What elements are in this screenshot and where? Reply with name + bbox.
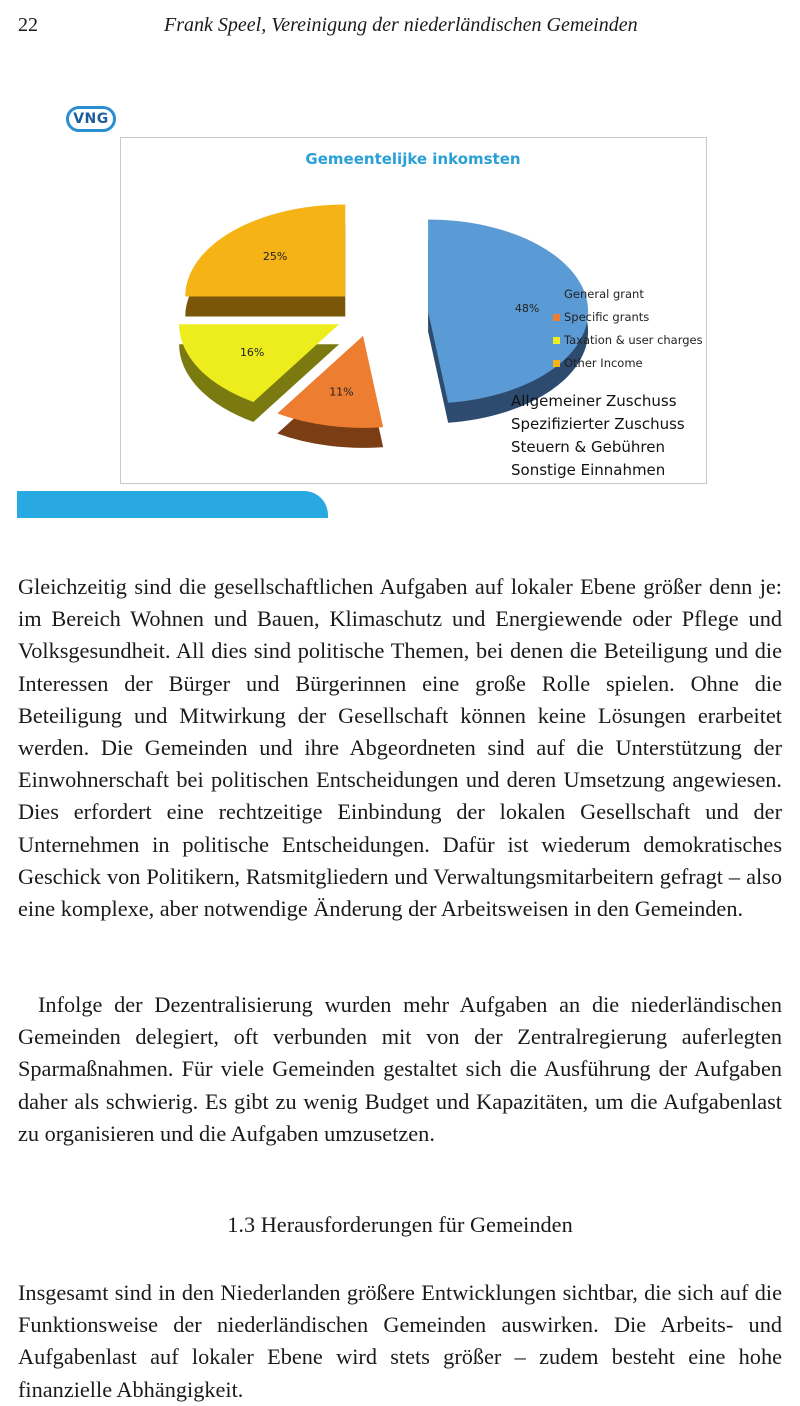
pie-value-label-0: 48%	[514, 301, 540, 315]
legend-label-2: Taxation & user charges	[564, 333, 703, 347]
decorative-blue-bar	[17, 491, 328, 518]
pie-chart-figure	[120, 137, 707, 484]
german-legend-label-2: Steuern & Gebühren	[511, 438, 665, 456]
running-title: Frank Speel, Vereinigung der niederländischen Gemeinden	[164, 14, 638, 36]
paragraph-3	[18, 1277, 782, 1406]
german-legend-label-3: Sonstige Einnahmen	[511, 461, 666, 479]
pie-chart	[121, 138, 706, 483]
legend-swatch-3	[553, 360, 560, 367]
legend-swatch-0	[553, 291, 560, 298]
section-heading: 1.3 Herausforderungen für Gemeinden	[227, 1212, 573, 1237]
chart-title: Gemeentelijke inkomsten	[305, 150, 521, 168]
legend-swatch-1	[553, 314, 560, 321]
legend-label-3: Other Income	[564, 356, 643, 370]
paragraph-2-text: Infolge der Dezentralisierung wurden mehr Aufgaben an die niederländischen Gemeinden delegiert, oft verbunden mit von der Zentralregierung auferlegten Sparmaßnahmen. Für viele Gemeinden gestaltet sich die Ausführung der Aufgaben daher als schwierig. Es gibt zu wenig Budget und Kapazitäten, um die Aufgabenlast zu organisieren und die Aufgaben umzusetzen.	[18, 992, 782, 1146]
paragraph-1	[18, 571, 782, 925]
german-legend-label-1: Spezifizierter Zuschuss	[511, 415, 685, 433]
pie-value-label-1: 11%	[329, 385, 354, 399]
running-header	[18, 14, 782, 42]
vng-logo	[66, 106, 116, 132]
paragraph-1-text: Gleichzeitig sind die gesellschaftlichen Aufgaben auf lokaler Ebene größer denn je: im Bereich Wohnen und Bauen, Klimaschutz und Energiewende oder Pflege und Volksgesundheit. All dies sind politische Themen, bei denen die Beteiligung und die Interessen der Bürger und Bürgerinnen eine große Rolle spielen. Ohne die Beteiligung und Mitwirkung der Gesellschaft können keine Lösungen erarbeitet werden. Die Gemeinden und ihre Abgeordneten sind auf die Unterstützung der Einwohnerschaft bei politischen Entscheidungen und deren Umsetzung angewiesen. Dies erfordert eine rechtzeitige Einbindung der lokalen Gesellschaft und der Unternehmen in politische Entscheidungen. Dafür ist wiederum demokratisches Geschick von Politikern, Ratsmitgliedern und Verwaltungsmitarbeitern gefragt – also eine komplexe, aber notwendige Änderung der Arbeitsweisen in den Gemeinden.	[18, 574, 782, 922]
legend-swatch-2	[553, 337, 560, 344]
german-legend-label-0: Allgemeiner Zuschuss	[511, 392, 677, 410]
legend-label-1: Specific grants	[564, 310, 650, 324]
paragraph-2	[18, 989, 782, 1150]
pie-value-label-3: 25%	[262, 250, 288, 264]
page-number: 22	[18, 14, 38, 36]
vng-logo-text: VNG	[73, 111, 109, 127]
paragraph-3-text: Insgesamt sind in den Niederlanden größere Entwicklungen sichtbar, die sich auf die Funktionsweise der niederländischen Gemeinden auswirken. Die Arbeits- und Aufgabenlast auf lokaler Ebene wird stets größer – zudem besteht eine hohe finanzielle Abhängigkeit.	[18, 1280, 782, 1402]
legend-label-0: General grant	[564, 287, 644, 301]
pie-value-label-2: 16%	[239, 345, 265, 359]
